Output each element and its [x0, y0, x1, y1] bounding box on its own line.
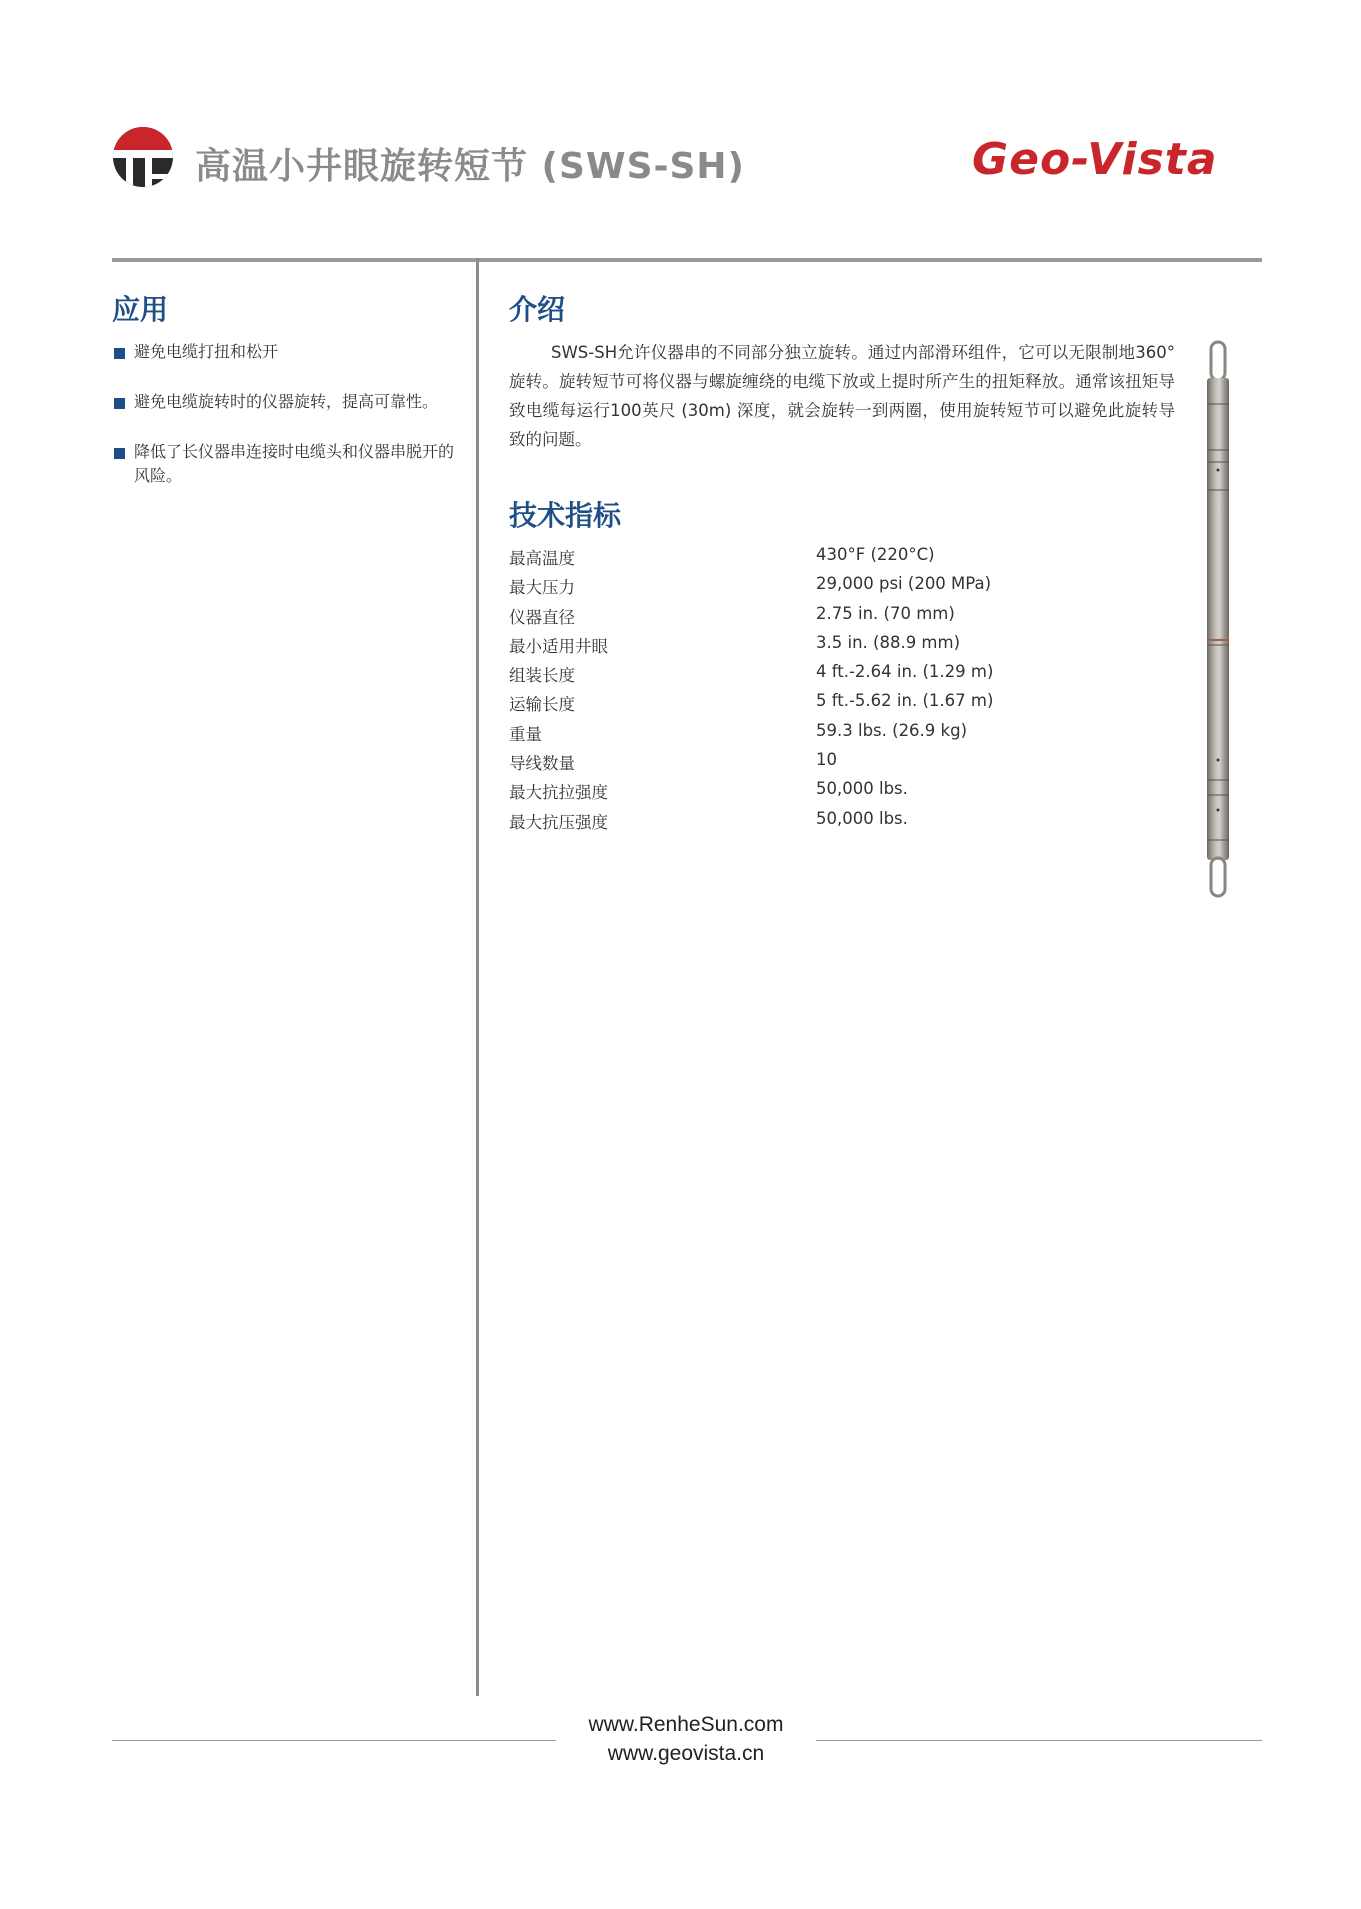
- spec-row: [509, 633, 1069, 662]
- spec-label: 重量: [509, 724, 542, 744]
- spec-row: [509, 809, 1069, 838]
- list-item-text: 避免电缆打扭和松开: [134, 342, 279, 361]
- footer-rule-right: [816, 1740, 1262, 1741]
- spec-value: 59.3 lbs. (26.9 kg): [816, 720, 968, 740]
- spec-label: 最小适用井眼: [509, 636, 608, 656]
- introduction-heading: 介绍: [509, 293, 566, 326]
- spec-value: 29,000 psi (200 MPa): [816, 574, 992, 594]
- column-divider: [476, 258, 479, 1696]
- square-bullet-icon: [114, 348, 125, 359]
- spec-label: 最大抗拉强度: [509, 783, 608, 803]
- square-bullet-icon: [114, 448, 125, 459]
- spec-row: [509, 662, 1069, 691]
- spec-value: 5 ft.-5.62 in. (1.67 m): [816, 691, 994, 711]
- spec-row: [509, 545, 1069, 574]
- spec-row: [509, 691, 1069, 720]
- applications-list: [114, 340, 464, 514]
- applications-heading: 应用: [112, 293, 169, 326]
- swivel-tool-image: [1198, 340, 1238, 900]
- list-item-text: 降低了长仪器串连接时电缆头和仪器串脱开的风险。: [134, 442, 455, 485]
- spec-value: 2.75 in. (70 mm): [816, 603, 955, 623]
- spec-row: [509, 721, 1069, 750]
- spec-value: 4 ft.-2.64 in. (1.29 m): [816, 662, 994, 682]
- spec-value: 430°F (220°C): [816, 545, 935, 564]
- brand-logo: Geo-Vista: [972, 134, 1218, 185]
- list-item: [114, 440, 464, 488]
- footer-rule-left: [112, 1740, 556, 1741]
- square-bullet-icon: [114, 398, 125, 409]
- footer-link-geovista[interactable]: www.geovista.cn: [607, 1742, 765, 1765]
- list-item-text: 避免电缆旋转时的仪器旋转，提高可靠性。: [134, 392, 439, 411]
- spec-label: 最大压力: [509, 578, 575, 598]
- spec-value: 10: [816, 750, 837, 770]
- spec-value: 3.5 in. (88.9 mm): [816, 632, 961, 652]
- header-divider: [112, 258, 1262, 262]
- footer-link-renhesun[interactable]: www.RenheSun.com: [588, 1713, 784, 1736]
- spec-value: 50,000 lbs.: [816, 808, 908, 828]
- spec-row: [509, 750, 1069, 779]
- list-item: [114, 340, 464, 364]
- spec-label: 运输长度: [509, 695, 575, 715]
- spec-label: 导线数量: [509, 754, 575, 774]
- spec-label: 仪器直径: [509, 607, 575, 627]
- spec-value: 50,000 lbs.: [816, 779, 908, 799]
- spec-label: 最高温度: [509, 549, 575, 568]
- specifications-table: [509, 545, 1069, 838]
- spec-row: [509, 604, 1069, 633]
- introduction-body: SWS-SH允许仪器串的不同部分独立旋转。通过内部滑环组件，它可以无限制地360°旋转。旋转短节可将仪器与螺旋缠绕的电缆下放或上提时所产生的扭矩释放。通常该扭矩导致电缆每运行100英尺 (30m) 深度，就会旋转一到两圈，使用旋转短节可以避免此旋转导致的问题。: [509, 343, 1175, 449]
- list-item: [114, 390, 464, 414]
- spec-label: 最大抗压强度: [509, 812, 608, 832]
- spec-label: 组装长度: [509, 666, 575, 686]
- spec-row: [509, 574, 1069, 603]
- company-logo-icon: [112, 126, 174, 188]
- specifications-heading: 技术指标: [509, 499, 622, 532]
- spec-row: [509, 779, 1069, 808]
- document-title: 高温小井眼旋转短节 (SWS-SH): [195, 146, 746, 187]
